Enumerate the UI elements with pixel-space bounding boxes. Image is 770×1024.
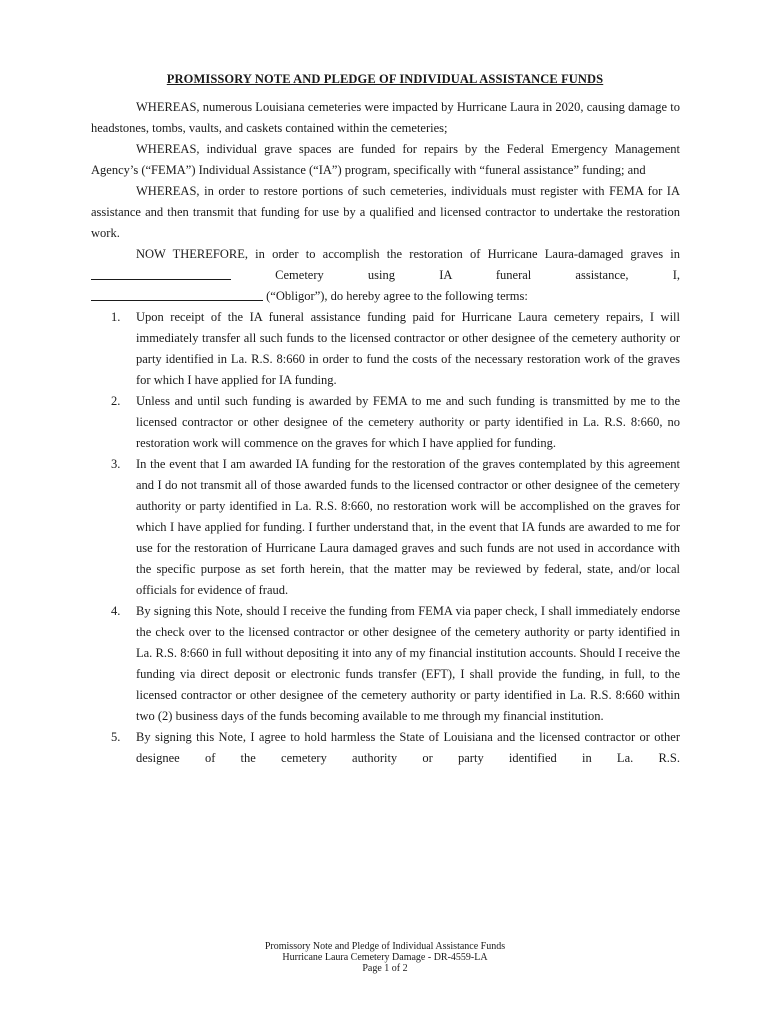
term-number: 5. [111, 730, 121, 744]
document-body [91, 97, 680, 769]
therefore-text-1: NOW THEREFORE, in order to accomplish the restoration of Hurricane Laura-damaged graves in [136, 247, 680, 261]
term-number: 3. [111, 457, 121, 471]
obligor-line [91, 286, 680, 307]
term-text: By signing this Note, should I receive the funding from FEMA via paper check, I shall immediately endorse the check over to the licensed contractor or other designee of the cemetery authority or party identified in La. R.S. 8:660 in full without depositing it into any of my financial institution accounts. Should I receive the funding via direct deposit or electronic funds transfer (EFT), I shall provide the funding, in full, to the licensed contractor or other designee of the cemetery authority or party identified in La. R.S. 8:660 within two (2) business days of the funds becoming available to me through my financial institution. [136, 604, 680, 723]
whereas-paragraph: WHEREAS, numerous Louisiana cemeteries were impacted by Hurricane Laura in 2020, causing damage to headstones, tombs, vaults, and caskets contained within the cemeteries; [91, 100, 680, 135]
term-item [91, 391, 680, 454]
term-text: Upon receipt of the IA funeral assistance funding paid for Hurricane Laura cemetery repairs, I will immediately transfer all such funds to the licensed contractor or other designee of the cemetery authority or party identified in La. R.S. 8:660 in order to fund the costs of the necessary restoration work of the graves for which I have applied for IA funding. [136, 310, 680, 387]
therefore-text-2: Cemetery using IA funeral assistance, I, [275, 268, 680, 282]
cemetery-name-field[interactable] [91, 266, 231, 280]
footer-title: Promissory Note and Pledge of Individual Assistance Funds [264, 941, 506, 952]
term-item [91, 601, 680, 727]
term-text: By signing this Note, I agree to hold harmless the State of Louisiana and the licensed contractor or other designee of the cemetery authority or party identified in La. R.S. [136, 730, 680, 765]
terms-list [91, 307, 680, 769]
term-text: Unless and until such funding is awarded by FEMA to me and such funding is transmitted by me to the licensed contractor or other designee of the cemetery authority or party identified in La. R.S. 8:660, no restoration work will commence on the graves for which I have applied for funding. [136, 394, 680, 450]
therefore-text-3: (“Obligor”), do hereby agree to the following terms: [266, 289, 528, 303]
obligor-name-field[interactable] [91, 287, 263, 301]
term-text: In the event that I am awarded IA funding for the restoration of the graves contemplated by this agreement and I do not transmit all of those awarded funds to the licensed contractor or other designee of the cemetery authority or party identified in La. R.S. 8:660, no restoration work will be accomplished on the graves for which I have applied for funding. I further understand that, in the event that IA funds are awarded to me for use for the restoration of Hurricane Laura damaged graves and such funds are not used in accordance with the specific purpose as set forth herein, that the matter may be reviewed by federal, state, and/or local officials for evidence of fraud. [136, 457, 680, 597]
therefore-paragraph [91, 244, 680, 286]
term-item [91, 454, 680, 601]
term-item [91, 727, 680, 769]
term-item [91, 307, 680, 391]
document-title: PROMISSORY NOTE AND PLEDGE OF INDIVIDUAL ASSISTANCE FUNDS [166, 72, 604, 86]
whereas-paragraph: WHEREAS, individual grave spaces are funded for repairs by the Federal Emergency Management Agency’s (“FEMA”) Individual Assistance (“IA”) program, specifically with “funeral assistance” funding; and [91, 142, 680, 177]
term-number: 2. [111, 394, 121, 408]
term-number: 4. [111, 604, 121, 618]
page-number: Page 1 of 2 [362, 963, 408, 974]
footer-subtitle: Hurricane Laura Cemetery Damage - DR-4559-LA [282, 952, 488, 963]
term-number: 1. [111, 310, 121, 324]
page-footer [0, 941, 770, 974]
whereas-paragraph: WHEREAS, in order to restore portions of such cemeteries, individuals must register with FEMA for IA assistance and then transmit that funding for use by a qualified and licensed contractor to undertake the restoration work. [91, 184, 680, 240]
